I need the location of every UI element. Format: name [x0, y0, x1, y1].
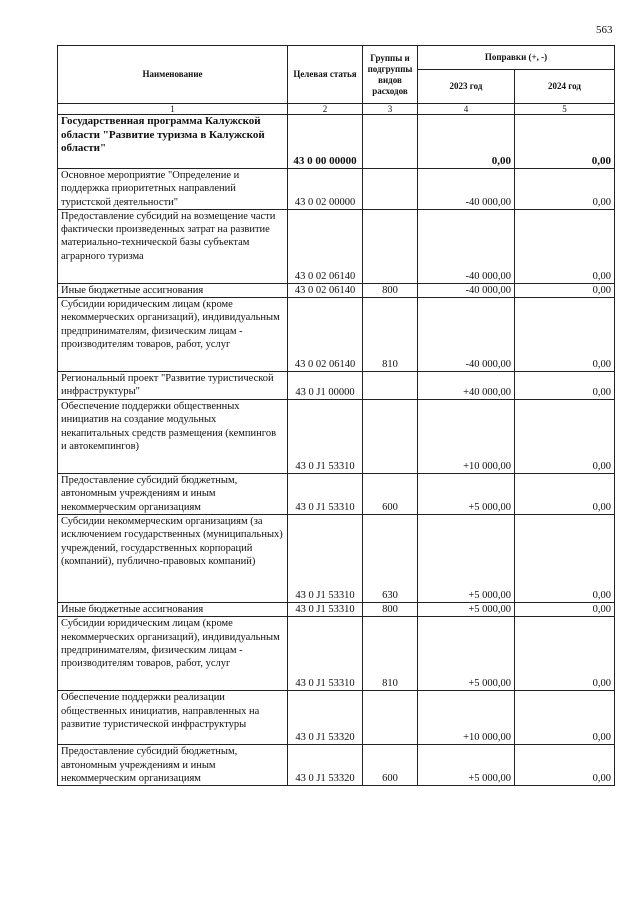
row-target-code: 43 0 J1 53310 [288, 603, 363, 617]
table-row [58, 474, 615, 515]
row-name: Субсидии некоммерческим организациям (за исключением государственных (муниципальных) учреждений, государственных корпораций (компаний), публично-правовых компаний) [58, 515, 288, 603]
row-name: Региональный проект "Развитие туристической инфраструктуры" [58, 372, 288, 400]
table-row [58, 372, 615, 400]
row-expense-group [363, 400, 418, 474]
row-amount-2023: +5 000,00 [418, 515, 515, 603]
table-row [58, 298, 615, 372]
row-expense-group [363, 372, 418, 400]
row-amount-2024: 0,00 [515, 115, 615, 169]
row-target-code: 43 0 J1 53310 [288, 474, 363, 515]
row-expense-group: 810 [363, 617, 418, 691]
row-target-code: 43 0 00 00000 [288, 115, 363, 169]
row-amount-2023: +40 000,00 [418, 372, 515, 400]
row-target-code: 43 0 02 06140 [288, 283, 363, 297]
row-amount-2024: 0,00 [515, 298, 615, 372]
row-name: Предоставление субсидий бюджетным, автономным учреждениям и иным некоммерческим организациям [58, 745, 288, 786]
row-amount-2024: 0,00 [515, 209, 615, 283]
row-amount-2023: -40 000,00 [418, 209, 515, 283]
header-name: Наименование [58, 46, 288, 104]
row-amount-2023: -40 000,00 [418, 283, 515, 297]
row-amount-2024: 0,00 [515, 617, 615, 691]
row-target-code: 43 0 J1 53310 [288, 400, 363, 474]
budget-amendments-table [57, 45, 615, 786]
row-name: Иные бюджетные ассигнования [58, 283, 288, 297]
row-amount-2024: 0,00 [515, 169, 615, 210]
row-target-code: 43 0 02 06140 [288, 298, 363, 372]
row-name: Предоставление субсидий на возмещение части фактически произведенных затрат на развитие материально-технической базы субъектам аграрного туризма [58, 209, 288, 283]
row-expense-group: 800 [363, 283, 418, 297]
row-expense-group [363, 209, 418, 283]
row-expense-group: 810 [363, 298, 418, 372]
table-row [58, 209, 615, 283]
header-2023: 2023 год [418, 70, 515, 104]
page-number: 563 [596, 24, 613, 36]
row-name: Иные бюджетные ассигнования [58, 603, 288, 617]
table-row [58, 169, 615, 210]
row-amount-2023: +10 000,00 [418, 400, 515, 474]
row-amount-2023: -40 000,00 [418, 169, 515, 210]
row-name: Основное мероприятие "Определение и поддержка приоритетных направлений туристской деятельности" [58, 169, 288, 210]
column-number: 1 [58, 104, 288, 115]
row-name: Субсидии юридическим лицам (кроме некоммерческих организаций), индивидуальным предпринимателям, физическим лицам - производителям товаров, работ, услуг [58, 617, 288, 691]
row-expense-group: 600 [363, 745, 418, 786]
column-number: 3 [363, 104, 418, 115]
row-expense-group [363, 115, 418, 169]
row-target-code: 43 0 J1 53320 [288, 691, 363, 745]
row-expense-group: 600 [363, 474, 418, 515]
header-groups: Группы и подгруппы видов расходов [363, 46, 418, 104]
row-amount-2024: 0,00 [515, 691, 615, 745]
row-target-code: 43 0 J1 53310 [288, 515, 363, 603]
row-expense-group: 630 [363, 515, 418, 603]
header-2024: 2024 год [515, 70, 615, 104]
row-name: Обеспечение поддержки реализации общественных инициатив, направленных на развитие туристической инфраструктуры [58, 691, 288, 745]
row-amount-2023: +5 000,00 [418, 745, 515, 786]
row-target-code: 43 0 J1 00000 [288, 372, 363, 400]
table-row [58, 115, 615, 169]
row-amount-2024: 0,00 [515, 745, 615, 786]
row-expense-group [363, 691, 418, 745]
column-number-row [58, 104, 615, 115]
row-target-code: 43 0 02 00000 [288, 169, 363, 210]
column-number: 2 [288, 104, 363, 115]
table-row [58, 283, 615, 297]
table-row [58, 603, 615, 617]
row-amount-2024: 0,00 [515, 372, 615, 400]
column-number: 5 [515, 104, 615, 115]
row-amount-2023: -40 000,00 [418, 298, 515, 372]
row-amount-2024: 0,00 [515, 283, 615, 297]
row-name: Государственная программа Калужской области "Развитие туризма в Калужской области" [58, 115, 288, 169]
row-amount-2023: +5 000,00 [418, 617, 515, 691]
row-amount-2023: +10 000,00 [418, 691, 515, 745]
table-row [58, 515, 615, 603]
row-amount-2023: +5 000,00 [418, 603, 515, 617]
table-row [58, 745, 615, 786]
row-amount-2023: 0,00 [418, 115, 515, 169]
row-target-code: 43 0 02 06140 [288, 209, 363, 283]
row-amount-2024: 0,00 [515, 603, 615, 617]
row-name: Субсидии юридическим лицам (кроме некоммерческих организаций), индивидуальным предпринимателям, физическим лицам - производителям товаров, работ, услуг [58, 298, 288, 372]
table-row [58, 617, 615, 691]
row-amount-2023: +5 000,00 [418, 474, 515, 515]
row-amount-2024: 0,00 [515, 474, 615, 515]
row-name: Предоставление субсидий бюджетным, автономным учреждениям и иным некоммерческим организациям [58, 474, 288, 515]
row-amount-2024: 0,00 [515, 515, 615, 603]
row-name: Обеспечение поддержки общественных инициатив на создание модульных некапитальных средств размещения (кемпингов и автокемпингов) [58, 400, 288, 474]
column-number: 4 [418, 104, 515, 115]
row-expense-group [363, 169, 418, 210]
header-amendments: Поправки (+, -) [418, 46, 615, 70]
table-row [58, 691, 615, 745]
row-target-code: 43 0 J1 53320 [288, 745, 363, 786]
row-expense-group: 800 [363, 603, 418, 617]
header-target: Целевая статья [288, 46, 363, 104]
row-amount-2024: 0,00 [515, 400, 615, 474]
table-row [58, 400, 615, 474]
row-target-code: 43 0 J1 53310 [288, 617, 363, 691]
